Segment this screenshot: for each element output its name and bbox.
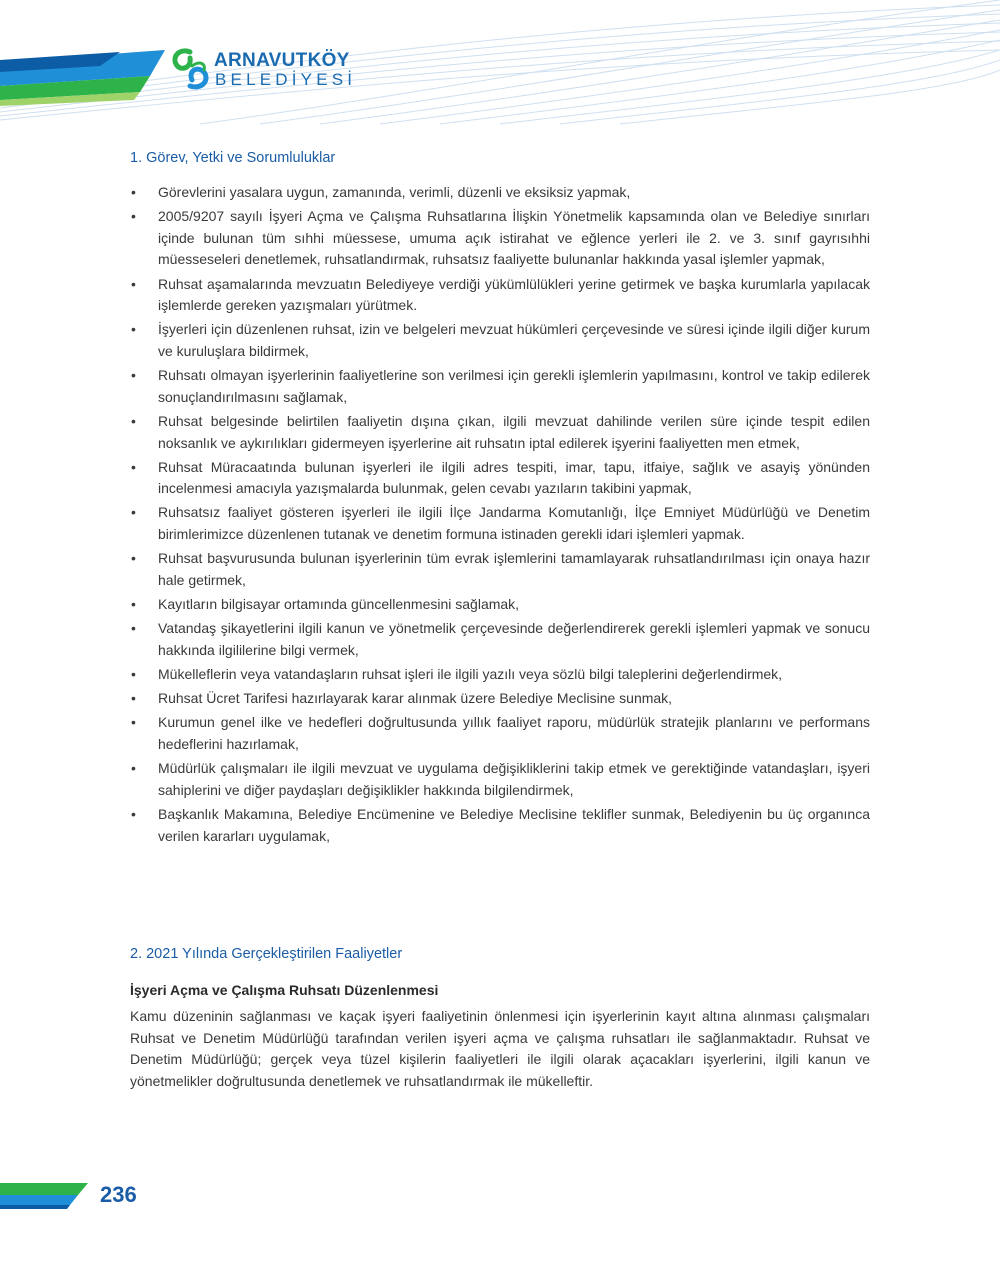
list-item: • Ruhsat belgesinde belirtilen faaliyetin dışına çıkan, ilgili mevzuat dahilinde verilen süre içinde tespit edilen noksanlık ve aykırılıkları gidermeyen işyerlerine ait ruhsatın iptal edilerek işyerini faaliyetten men etmek, — [130, 411, 870, 454]
municipality-logo — [170, 46, 380, 96]
duties-list — [130, 182, 870, 850]
list-item: • Ruhsat Ücret Tarifesi hazırlayarak karar alınmak üzere Belediye Meclisine sunmak, — [130, 688, 870, 710]
header-decoration — [0, 0, 1000, 125]
logo-subtitle: BELEDİYESİ — [215, 70, 357, 89]
list-item: • Müdürlük çalışmaları ile ilgili mevzuat ve uygulama değişikliklerini takip etmek ve gerektiğinde vatandaşları, işyeri sahiplerini ve diğer paydaşları değişiklikler hakkında bilgilendirmek, — [130, 758, 870, 801]
section-heading: 2. 2021 Yılında Gerçekleştirilen Faaliyetler — [130, 946, 403, 962]
list-item: • 2005/9207 sayılı İşyeri Açma ve Çalışma Ruhsatlarına İlişkin Yönetmelik kapsamında olan ve Belediye sınırları içinde bulunan tüm sıhhi müessese, umuma açık istirahat ve eğlence yerleri ile 2. ve 3. sınıf gayrısıhhi müesseseleri denetlemek, ruhsatlandırmak, ruhsatsız faaliyette bulunanlar hakkında yasal işlemler yapmak, — [130, 206, 870, 271]
list-item: • Görevlerini yasalara uygun, zamanında, verimli, düzenli ve eksiksiz yapmak, — [130, 182, 870, 204]
list-item: • Başkanlık Makamına, Belediye Encümenine ve Belediye Meclisine teklifler sunmak, Belediyenin bu üç organınca verilen kararları uygulamak, — [130, 804, 870, 847]
list-item: • Ruhsat aşamalarında mevzuatın Belediyeye verdiği yükümlülükleri yerine getirmek ve başka kurumlarla yapılacak işlemlerde gereken yazışmaları yürütmek. — [130, 274, 870, 317]
page-number: 236 — [100, 1182, 137, 1207]
list-item: • Kayıtların bilgisayar ortamında güncellenmesini sağlamak, — [130, 594, 870, 616]
list-item: • Ruhsat başvurusunda bulunan işyerlerinin tüm evrak işlemlerini tamamlayarak ruhsatlandırılması için onaya hazır hale getirmek, — [130, 548, 870, 591]
body-paragraph: Kamu düzeninin sağlanması ve kaçak işyeri faaliyetinin önlenmesi için işyerlerinin kayıt altına alınması çalışmaları Ruhsat ve Denetim Müdürlüğü tarafından verilen işyeri açma ve çalışma ruhsatları ile sağlanmaktadır. Ruhsat ve Denetim Müdürlüğü; gerçek veya tüzel kişilerin faaliyetleri ile ilgili olarak açacakları işyerlerini, ilgili kanun ve yönetmelikler doğrultusunda denetlemek ve ruhsatlandırmak ile mükelleftir. — [130, 1008, 870, 1089]
list-item: • Ruhsat Müracaatında bulunan işyerleri ile ilgili adres tespiti, imar, tapu, itfaiye, sağlık ve asayiş yönünden incelenmesi amacıyla yazışmalarda bulunmak, gelen cevabı yazıların takibini yapmak, — [130, 457, 870, 500]
footer-decoration — [0, 1183, 100, 1209]
section-heading: 1. Görev, Yetki ve Sorumluluklar — [130, 150, 336, 166]
list-item: • Ruhsatı olmayan işyerlerinin faaliyetlerine son verilmesi için gerekli işlemlerin yapılmasını, kontrol ve takip edilerek sonuçlandırılmasını sağlamak, — [130, 365, 870, 408]
list-item: • İşyerleri için düzenlenen ruhsat, izin ve belgeleri mevzuat hükümleri çerçevesinde ve süresi içinde ilgili diğer kurum ve kuruluşlara bildirmek, — [130, 319, 870, 362]
list-item: • Vatandaş şikayetlerini ilgili kanun ve yönetmelik çerçevesinde değerlendirerek gerekli işlemleri yapmak ve sonucu hakkında ilgililerine bilgi vermek, — [130, 618, 870, 661]
subsection-heading: İşyeri Açma ve Çalışma Ruhsatı Düzenlenmesi — [130, 982, 439, 998]
list-item: • Mükelleflerin veya vatandaşların ruhsat işleri ile ilgili yazılı veya sözlü bilgi taleplerini değerlendirmek, — [130, 664, 870, 686]
logo-title: ARNAVUTKÖY — [214, 50, 350, 71]
logo-mark-icon — [170, 46, 212, 92]
list-item: • Kurumun genel ilke ve hedefleri doğrultusunda yıllık faaliyet raporu, müdürlük stratejik planlarını ve performans hedeflerini hazırlamak, — [130, 712, 870, 755]
list-item: • Ruhsatsız faaliyet gösteren işyerleri ile ilgili İlçe Jandarma Komutanlığı, İlçe Emniyet Müdürlüğü ve Denetim birimlerimizce düzenlenen tutanak ve denetim formuna istinaden gerekli idari işlemleri yapmak. — [130, 502, 870, 545]
